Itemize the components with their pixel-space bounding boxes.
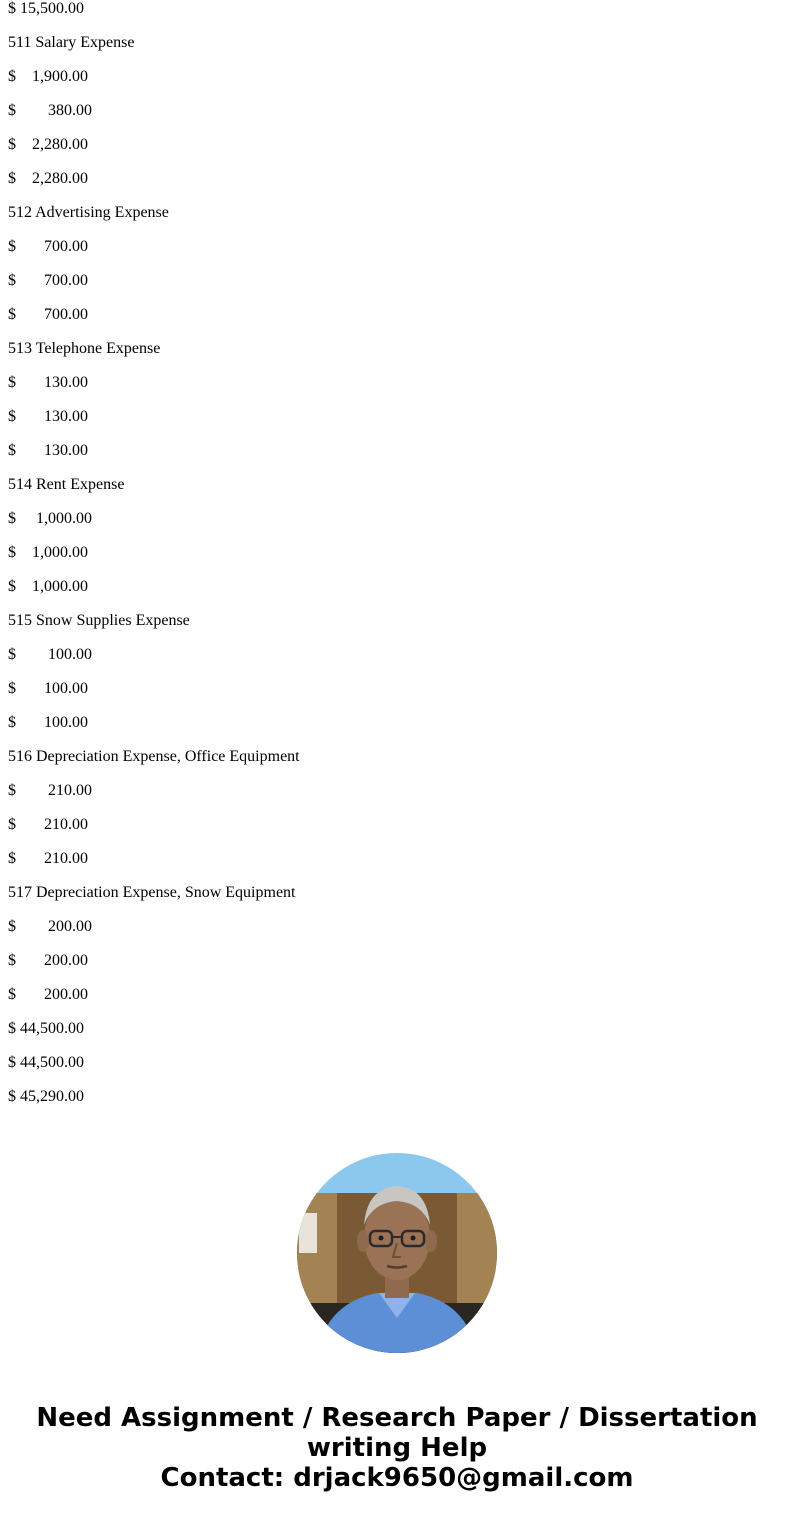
banner-line-2: writing Help — [306, 1433, 488, 1463]
account-heading-salary: 511 Salary Expense — [8, 34, 135, 51]
account-heading-rent: 514 Rent Expense — [8, 476, 125, 493]
ledger-line: $ 2,280.00 — [8, 170, 88, 187]
total-line: $ 44,500.00 — [8, 1020, 84, 1037]
ledger-line: $ 380.00 — [8, 102, 92, 119]
total-line: $ 44,500.00 — [8, 1054, 84, 1071]
ledger-line: $ 2,280.00 — [8, 136, 88, 153]
ledger-line: $ 1,000.00 — [8, 544, 88, 561]
ledger-line: $ 1,000.00 — [8, 510, 92, 527]
ledger-line: $ 1,000.00 — [8, 578, 88, 595]
author-avatar — [297, 1153, 497, 1353]
account-heading-advertising: 512 Advertising Expense — [8, 204, 169, 221]
ledger-line: $ 700.00 — [8, 306, 88, 323]
person-photo-icon — [297, 1153, 497, 1353]
banner-line-1: Need Assignment / Research Paper / Dissertation — [36, 1403, 758, 1433]
ledger-line: $ 200.00 — [8, 952, 88, 969]
contact-email: Contact: drjack9650@gmail.com — [160, 1463, 634, 1493]
ledger-line: $ 100.00 — [8, 646, 92, 663]
ledger-line: $ 200.00 — [8, 918, 92, 935]
total-line: $ 45,290.00 — [8, 1088, 84, 1105]
ledger-line: $ 100.00 — [8, 714, 88, 731]
ledger-line: $ 700.00 — [8, 272, 88, 289]
ledger-lines — [8, 0, 768, 1122]
account-heading-telephone: 513 Telephone Expense — [8, 340, 161, 357]
ledger-line: $ 130.00 — [8, 374, 88, 391]
account-heading-snow-supplies: 515 Snow Supplies Expense — [8, 612, 190, 629]
ledger-line: $ 210.00 — [8, 816, 88, 833]
contact-banner — [0, 1403, 794, 1493]
ledger-line: $ 15,500.00 — [8, 0, 84, 17]
account-heading-depreciation-office: 516 Depreciation Expense, Office Equipment — [8, 748, 300, 765]
ledger-line: $ 1,900.00 — [8, 68, 88, 85]
ledger-line: $ 210.00 — [8, 850, 88, 867]
ledger-line: $ 210.00 — [8, 782, 92, 799]
account-heading-depreciation-snow: 517 Depreciation Expense, Snow Equipment — [8, 884, 296, 901]
ledger-line: $ 700.00 — [8, 238, 88, 255]
ledger-line: $ 130.00 — [8, 408, 88, 425]
ledger-line: $ 200.00 — [8, 986, 88, 1003]
ledger-line: $ 130.00 — [8, 442, 88, 459]
ledger-line: $ 100.00 — [8, 680, 88, 697]
